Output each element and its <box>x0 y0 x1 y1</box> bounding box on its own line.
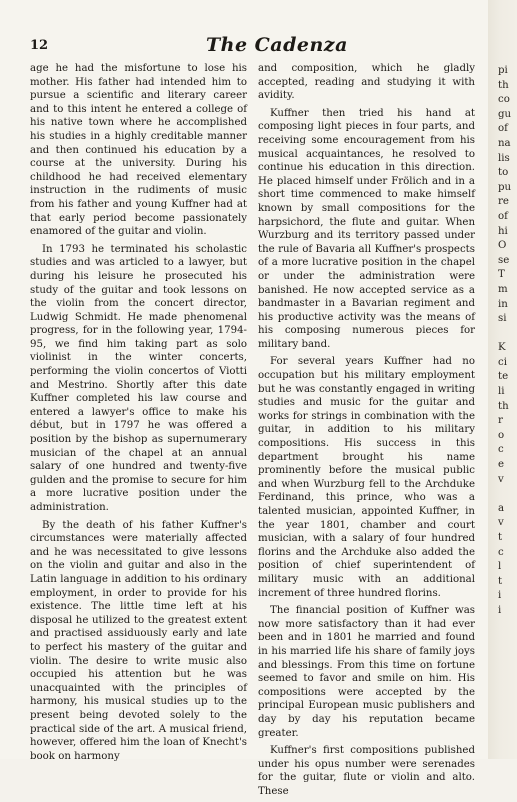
edge-fragment: gu <box>498 108 512 120</box>
page-number: 12 <box>30 38 49 53</box>
edge-fragment: lis <box>498 152 510 164</box>
facing-page-text-fragments <box>498 64 517 619</box>
paragraph: In 1793 he terminated his scholastic studies and was articled to a lawyer, but during his leisure he prosecuted his study of the guitar and took lessons on the violin from the concert director, Ludwig Schmidt. He made phenomenal progress, for in the following year, 1794-95, we find him taking part as solo violinist in the winter concerts, performing the violin concertos of Viotti and Mestrino. Shortly after this date Kuffner completed his law course and entered a lawyer's office to make his début, but in 1797 he was offered a position by the bishop as supernumerary musician of the chapel at an annual salary of one hundred and twenty-five gulden and the promise to secure for him a more lucrative position under the administration. <box>30 243 247 513</box>
edge-fragment: l <box>498 561 502 573</box>
paragraph: The financial position of Kuffner was now more satisfactory than it had ever been and in 1801 he married and found in his married life his share of family joys and blessings. From this time on fortune seemed to favor and smile on him. His compositions were accepted by the principal European music publishers and day by day his reputation became greater. <box>258 605 475 739</box>
edge-fragment: e <box>498 459 505 471</box>
edge-fragment: te <box>498 371 509 383</box>
edge-fragment: co <box>498 94 510 106</box>
edge-fragment: o <box>498 429 505 441</box>
edge-fragment: th <box>498 79 509 91</box>
edge-fragment: K <box>498 342 506 354</box>
edge-fragment: t <box>498 532 503 543</box>
edge-fragment: pu <box>498 181 512 193</box>
edge-fragment: v <box>498 517 504 529</box>
paragraph: By the death of his father Kuffner's circumstances were materially affected and he was necessitated to give lessons on the violin and guitar and also in the Latin language in addition to his ordinary employment, in order to provide for his existence. The little time left at his disposal he utilized to the greatest extent and practised assiduously early and late to perfect his mastery of the guitar and violin. The desire to write music also occupied his attention but he was unacquainted with the principles of harmony, his musical studies up to the present being devoted solely to the practical side of the art. A musical friend, however, offered him the loan of Knecht's book on harmony <box>30 519 247 762</box>
edge-fragment: T <box>498 269 505 281</box>
paragraph: and composition, which he gladly accepted, reading and studying it with avidity. <box>258 63 475 102</box>
edge-fragment: th <box>498 400 509 412</box>
edge-fragment: si <box>498 313 507 325</box>
edge-fragment: li <box>498 386 505 398</box>
edge-fragment: a <box>498 502 505 514</box>
paragraph: age he had the misfortune to lose his mother. His father had intended him to pursue a scientific and literary career and to this intent he entered a college of his native town where he accomplished his studies in a highly creditable manner and then continued his education by a course at the university. During his childhood he had received elementary instruction in the rudiments of music from his father and young Kuffner had at that early period become passionately enamored of the guitar and violin. <box>30 63 247 238</box>
page-header <box>30 34 470 60</box>
edge-fragment: re <box>498 196 509 208</box>
edge-fragment: c <box>498 546 504 558</box>
edge-fragment: na <box>498 137 511 149</box>
edge-fragment: pi <box>498 65 508 76</box>
running-title: The Cadenza <box>206 34 348 56</box>
left-column <box>30 62 247 767</box>
edge-fragment: of <box>498 210 508 222</box>
edge-fragment: i <box>498 590 502 602</box>
edge-fragment: O <box>498 240 507 252</box>
edge-fragment: v <box>498 473 504 485</box>
edge-fragment: se <box>498 254 510 266</box>
edge-fragment: i <box>498 604 502 616</box>
edge-fragment: m <box>498 283 508 295</box>
edge-fragment <box>498 487 517 502</box>
paragraph: Kuffner's first compositions published under his opus number were serenades for the guitar, flute or violin and alto. These <box>258 745 475 797</box>
edge-fragment: t <box>498 575 503 587</box>
edge-fragment: to <box>498 167 509 179</box>
edge-fragment <box>498 327 517 342</box>
paragraph: Kuffner then tried his hand at composing light pieces in four parts, and receiving some encouragement from his musical acquaintances, he resolved to continue his education in this direction. He placed himself under Frölich and in a short time commenced to make himself known by small compositions for the harpsichord, the flute and guitar. When Wurzburg and its territory passed under the rule of Bavaria all Kuffner's prospects of a more lucrative position in the chapel or under the administration were banished. He now accepted service as a bandmaster in a Bavarian regiment and his productive activity was the means of his composing numerous pieces for military band. <box>258 107 475 350</box>
text-columns <box>30 62 477 797</box>
edge-fragment: c <box>498 444 504 456</box>
edge-fragment: in <box>498 298 508 310</box>
edge-fragment: ci <box>498 356 507 368</box>
edge-fragment: hi <box>498 225 508 237</box>
edge-fragment: r <box>498 415 503 427</box>
right-column <box>258 62 475 802</box>
edge-fragment: of <box>498 123 508 135</box>
paragraph: For several years Kuffner had no occupation but his military employment but he was constantly engaged in writing studies and music for the guitar and works for strings in combination with the guitar, in addition to his military compositions. His success in this department brought his name prominently before the musical public and when Wurzburg fell to the Archduke Ferdinand, this prince, who was a talented musician, appointed Kuffner, in the year 1801, chamber and court musician, with a salary of four hundred florins and the Archduke also added the position of chief superintendent of military music with an additional increment of three hundred florins. <box>258 356 475 599</box>
